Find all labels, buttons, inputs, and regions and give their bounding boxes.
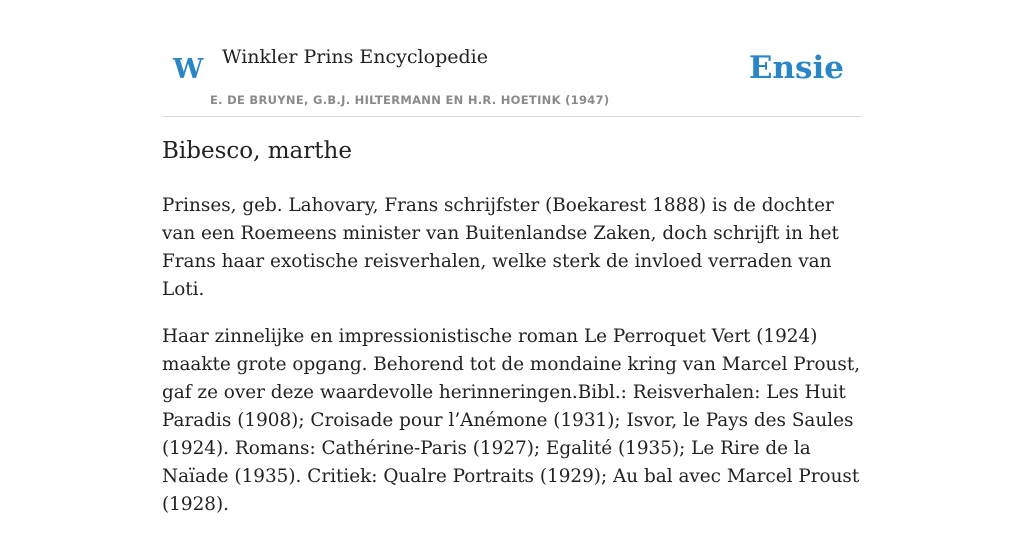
entry-body (162, 192, 862, 538)
source-logo[interactable]: W (173, 54, 204, 85)
entry-paragraph: Prinses, geb. Lahovary, Frans schrijfster (Boekarest 1888) is de dochter van een Roemeens minister van Buitenlandse Zaken, doch schrijft in het Frans haar exotische reisverhalen, welke sterk de invloed verraden van Loti. (162, 195, 839, 300)
brand-logo[interactable]: Ensie (748, 50, 844, 86)
source-authors: E. DE BRUYNE, G.B.J. HILTERMANN EN H.R. HOETINK (1947) (210, 93, 610, 107)
source-header (162, 38, 862, 117)
entry-paragraph: Haar zinnelijke en impressionistische roman Le Perroquet Vert (1924) maakte grote opgang. Behorend tot de mondaine kring van Marcel Proust, gaf ze over deze waardevolle herinneringen.Bibl.: Reisverhalen: Les Huit Paradis (1908); Croisade pour l’Anémone (1931); Isvor, le Pays des Saules (1924). Romans: Cathérine-Paris (1927); Egalité (1935); Le Rire de la Naïade (1935). Critiek: Qualre Portraits (1929); Au bal avec Marcel Proust (1928). (162, 326, 861, 515)
source-title[interactable]: Winkler Prins Encyclopedie (222, 46, 488, 68)
entry-title: Bibesco, marthe (162, 138, 352, 164)
